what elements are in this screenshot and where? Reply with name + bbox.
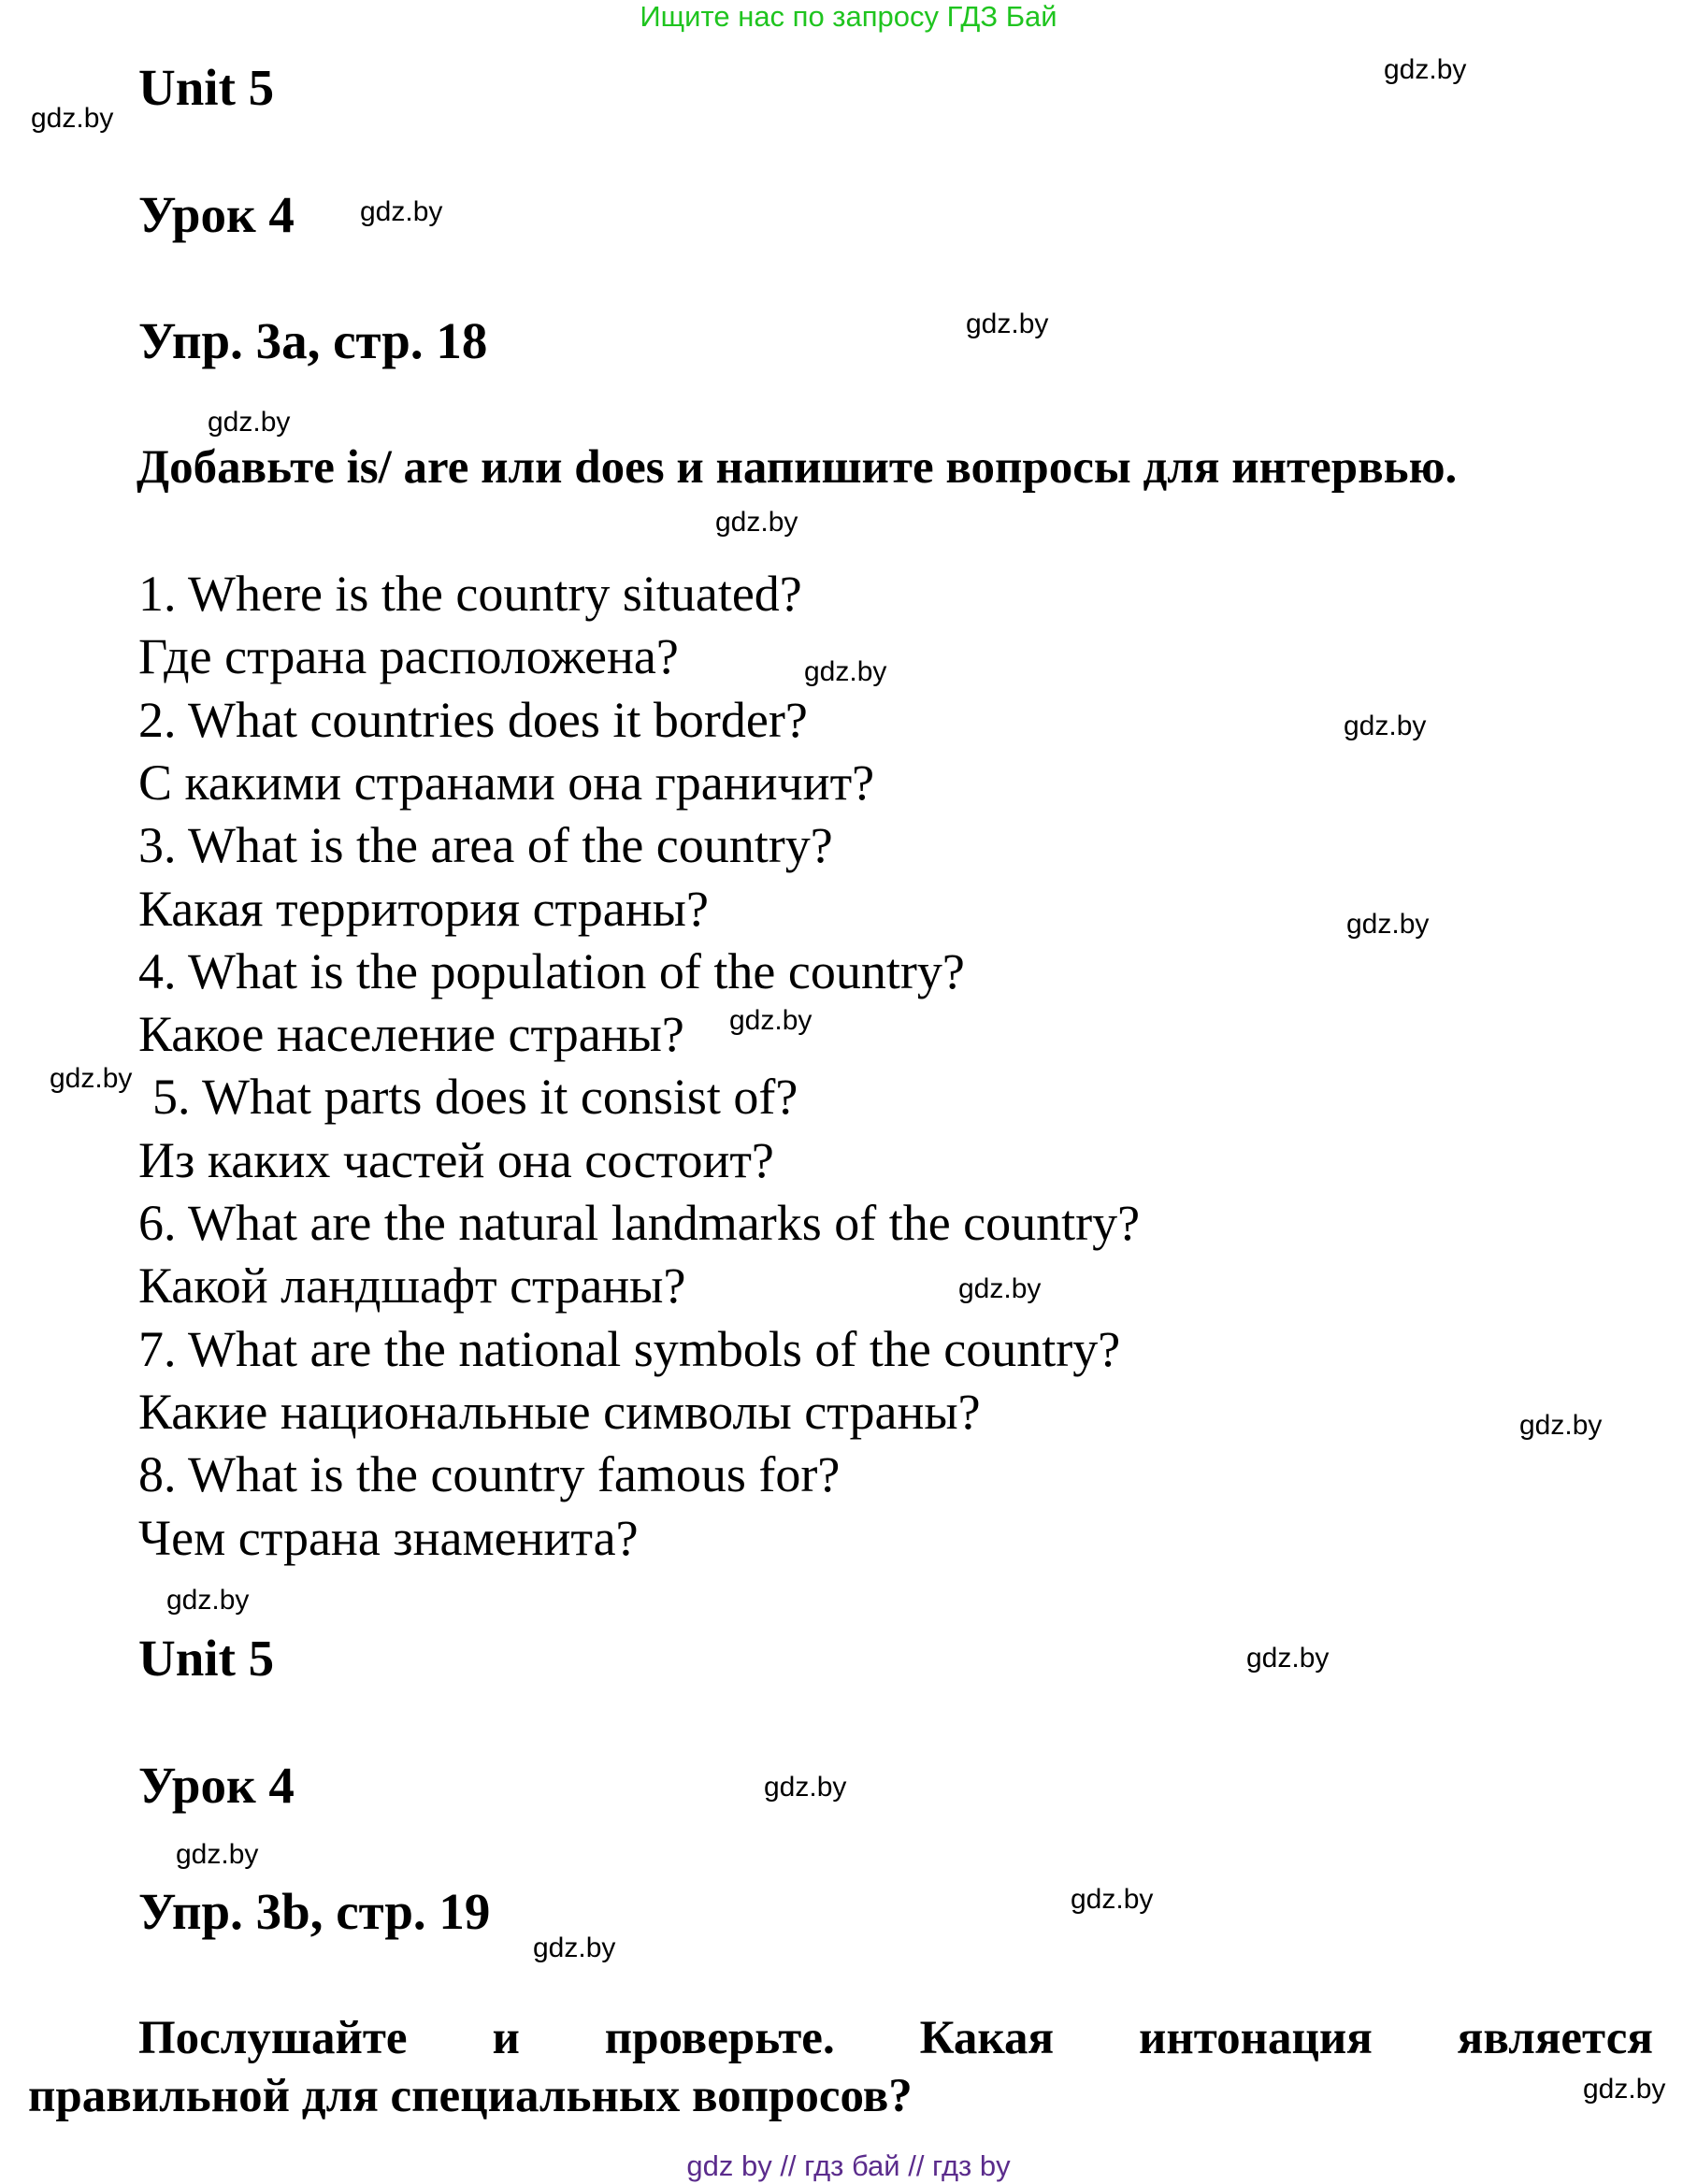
answer-line: 8. What is the country famous for?	[138, 1446, 841, 1502]
answer-line: Из каких частей она состоит?	[138, 1132, 774, 1188]
lesson-heading: Урок 4	[138, 186, 295, 243]
watermark: gdz.by	[1384, 54, 1467, 85]
watermark: gdz.by	[533, 1933, 616, 1963]
exercise-instruction-2-line1	[138, 2010, 1653, 2066]
exercise-heading-2: Упр. 3b, стр. 19	[138, 1883, 491, 1940]
watermark: gdz.by	[1246, 1643, 1330, 1674]
instruction-word: является	[1457, 2012, 1653, 2064]
watermark: gdz.by	[729, 1005, 813, 1036]
exercise-heading: Упр. 3a, стр. 18	[138, 312, 488, 369]
watermark: gdz.by	[715, 507, 798, 538]
watermark: gdz.by	[1519, 1410, 1603, 1441]
watermark: gdz.by	[764, 1772, 847, 1803]
answer-line: 6. What are the natural landmarks of the country?	[138, 1195, 1141, 1251]
watermark: gdz.by	[958, 1273, 1042, 1304]
watermark: gdz.by	[804, 656, 887, 687]
answer-line: 1. Where is the country situated?	[138, 566, 802, 622]
lesson-heading-2: Урок 4	[138, 1757, 295, 1814]
watermark: gdz.by	[1583, 2074, 1666, 2105]
answer-line: 2. What countries does it border?	[138, 692, 808, 748]
search-banner[interactable]: Ищите нас по запросу ГДЗ Бай	[640, 0, 1057, 33]
answer-line: 7. What are the national symbols of the country?	[138, 1321, 1121, 1377]
answer-line: Какая территория страны?	[138, 881, 709, 937]
instruction-word: интонация	[1138, 2012, 1373, 2064]
answer-line: Чем страна знаменита?	[138, 1510, 639, 1566]
unit-heading: Unit 5	[138, 59, 275, 116]
watermark: gdz.by	[1344, 711, 1427, 741]
watermark: gdz.by	[176, 1839, 259, 1870]
instruction-word: и	[492, 2012, 520, 2064]
answer-line: С какими странами она граничит?	[138, 754, 875, 811]
watermark: gdz.by	[360, 196, 443, 227]
answer-line: 4. What is the population of the country?	[138, 943, 965, 999]
watermark: gdz.by	[1071, 1884, 1154, 1915]
exercise-instruction-2-line2: правильной для специальных вопросов?	[28, 2070, 913, 2122]
answer-line: 5. What parts does it consist of?	[152, 1069, 798, 1125]
answer-line: Какой ландшафт страны?	[138, 1257, 686, 1314]
answer-line: Где страна расположена?	[138, 628, 679, 684]
exercise-instruction: Добавьте is/ are или does и напишите вопросы для интервью.	[137, 441, 1458, 494]
instruction-word: проверьте.	[604, 2012, 835, 2064]
instruction-word: Послушайте	[138, 2012, 408, 2064]
answer-line: Какие национальные символы страны?	[138, 1384, 981, 1440]
answer-line: 3. What is the area of the country?	[138, 817, 833, 873]
watermark: gdz.by	[1346, 909, 1430, 940]
unit-heading-2: Unit 5	[138, 1630, 275, 1687]
watermark: gdz.by	[208, 407, 291, 438]
watermark: gdz.by	[50, 1063, 133, 1094]
watermark: gdz.by	[966, 309, 1049, 339]
footer-links[interactable]: gdz by // гдз бай // гдз by	[686, 2149, 1011, 2182]
answer-line: Какое население страны?	[138, 1006, 684, 1062]
watermark: gdz.by	[31, 103, 114, 134]
watermark: gdz.by	[166, 1585, 250, 1616]
instruction-word: Какая	[919, 2012, 1055, 2064]
